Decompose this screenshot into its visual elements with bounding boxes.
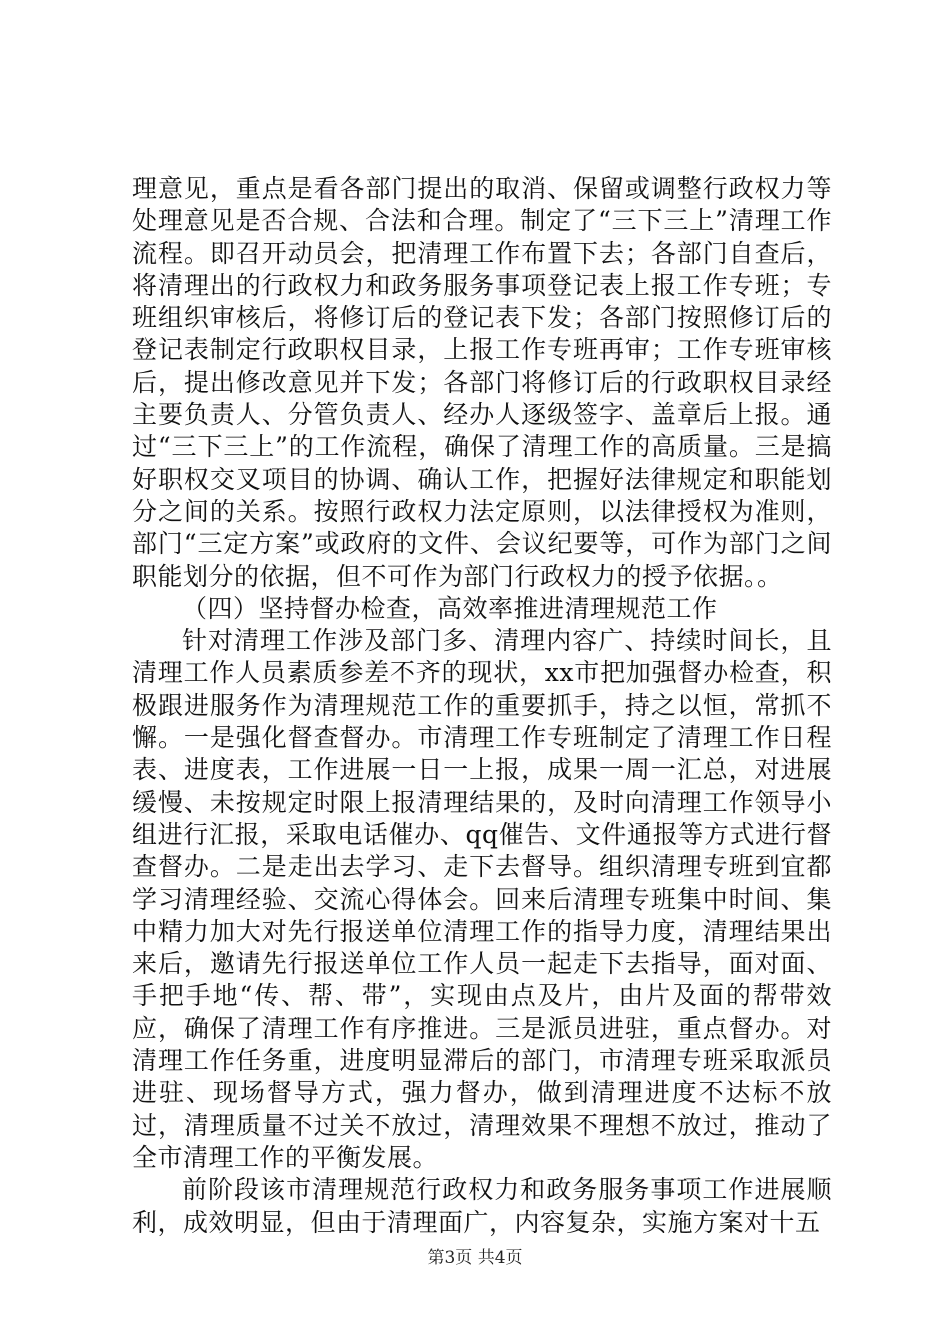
section-heading: （四）坚持督办检查，高效率推进清理规范工作 <box>182 593 718 623</box>
document-body <box>132 173 832 1239</box>
paragraph-continuation: 理意见，重点是看各部门提出的取消、保留或调整行政权力等处理意见是否合规、合法和合理。制定了“三下三上”清理工作流程。即召开动员会，把清理工作布置下去；各部门自查后，将清理出的行政权力和政务服务事项登记表上报工作专班；专班组织审核后，将修订后的登记表下发；各部门按照修订后的登记表制定行政职权目录，上报工作专班再审；工作专班审核后，提出修改意见并下发；各部门将修订后的行政职权目录经主要负责人、分管负责人、经办人逐级签字、盖章后上报。通过“三下三上”的工作流程，确保了清理工作的高质量。三是搞好职权交叉项目的协调、确认工作，把握好法律规定和职能划分之间的关系。按照行政权力法定原则，以法律授权为准则，部门“三定方案”或政府的文件、会议纪要等，可作为部门之间职能划分的依据，但不可作为部门行政权力的授予依据。。 <box>132 174 832 591</box>
paragraph-summary: 前阶段该市清理规范行政权力和政务服务事项工作进展顺利，成效明显，但由于清理面广，内容复杂，实施方案对十五 <box>132 1175 832 1237</box>
page-number-footer: 第3页 共4页 <box>427 1248 523 1268</box>
paragraph-supervision: 针对清理工作涉及部门多、清理内容广、持续时间长，且清理工作人员素质参差不齐的现状，xx市把加强督办检查，积极跟进服务作为清理规范工作的重要抓手，持之以恒，常抓不懈。一是强化督查督办。市清理工作专班制定了清理工作日程表、进度表，工作进展一日一上报，成果一周一汇总，对进展缓慢、未按规定时限上报清理结果的，及时向清理工作领导小组进行汇报，采取电话催办、qq催告、文件通报等方式进行督查督办。二是走出去学习、走下去督导。组织清理专班到宜都学习清理经验、交流心得体会。回来后清理专班集中时间、集中精力加大对先行报送单位清理工作的指导力度，清理结果出来后，邀请先行报送单位工作人员一起走下去指导，面对面、手把手地“传、帮、带”，实现由点及片，由片及面的帮带效应，确保了清理工作有序推进。三是派员进驻，重点督办。对清理工作任务重，进度明显滞后的部门，市清理专班采取派员进驻、现场督导方式，强力督办，做到清理进度不达标不放过，清理质量不过关不放过，清理效果不理想不放过，推动了全市清理工作的平衡发展。 <box>132 626 832 1172</box>
